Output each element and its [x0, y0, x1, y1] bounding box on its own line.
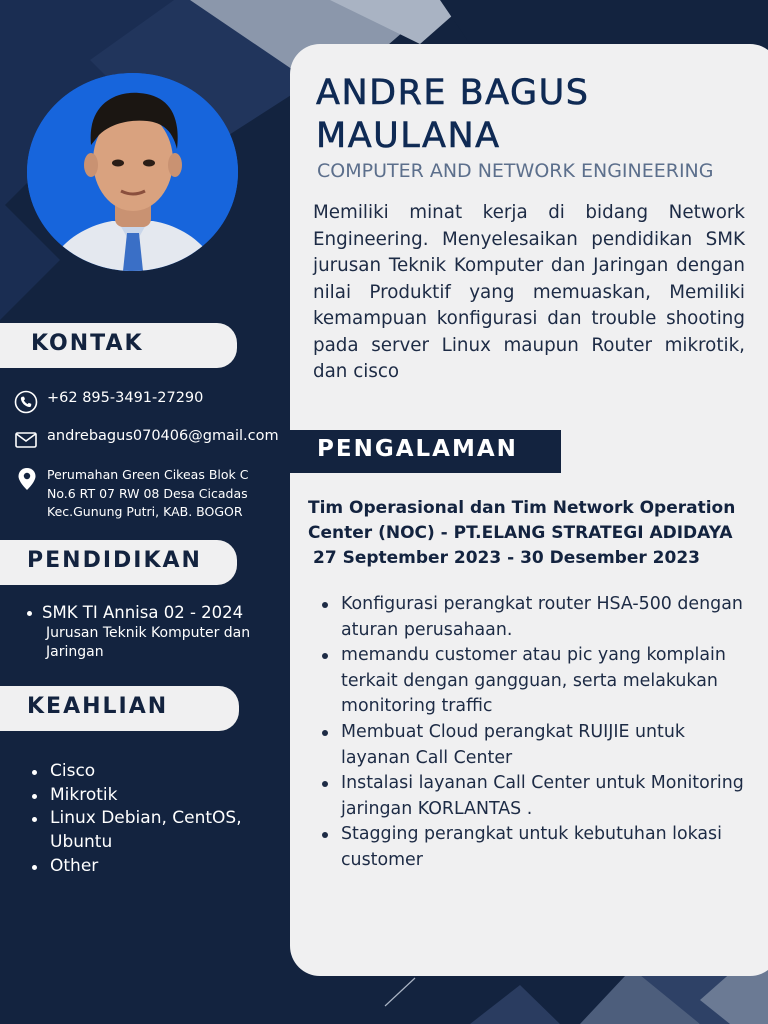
job-role: COMPUTER AND NETWORK ENGINEERING — [317, 160, 714, 182]
skills-heading: KEAHLIAN — [27, 694, 169, 719]
skills-list — [32, 760, 242, 879]
profile-photo — [27, 73, 238, 271]
address-line-2: No.6 RT 07 RW 08 Desa Cicadas — [47, 485, 248, 501]
job-dates: 27 September 2023 - 30 Desember 2023 — [313, 548, 700, 568]
school-name: SMK TI Annisa 02 - 2024 — [42, 603, 244, 622]
skill-item: Other — [32, 855, 242, 879]
skill-item: Linux Debian, CentOS, — [32, 807, 242, 831]
avatar-illustration — [27, 73, 238, 271]
duty-item: Membuat Cloud perangkat RUIJIE untuk layanan Call Center — [322, 720, 752, 771]
name-line-2: MAULANA — [316, 116, 501, 156]
major-line-1: Jurusan Teknik Komputer dan — [46, 625, 251, 641]
duty-item: Instalasi layanan Call Center untuk Monitoring jaringan KORLANTAS . — [322, 771, 752, 822]
job-title — [308, 496, 735, 571]
address — [47, 466, 248, 522]
duty-item: memandu customer atau pic yang komplain terkait dengan gangguan, serta melakukan monitoring traffic — [322, 643, 752, 720]
skills-heading-pill — [0, 686, 239, 731]
contact-heading: KONTAK — [31, 331, 144, 356]
job-title-line-1: Tim Operasional dan Tim Network Operation — [308, 498, 736, 518]
duty-item: Konfigurasi perangkat router HSA-500 dengan aturan perusahaan. — [322, 592, 752, 643]
major — [46, 624, 250, 662]
contact-heading-pill — [0, 323, 237, 368]
location-pin-icon — [17, 467, 37, 491]
education-heading-pill — [0, 540, 237, 585]
phone-icon — [14, 390, 38, 414]
profile-summary: Memiliki minat kerja di bidang Network Engineering. Menyelesaikan pendidikan SMK jurusan Teknik Komputer dan Jaringan dengan nilai Produktif yang memuaskan, Memiliki kemampuan konfigurasi dan trouble shooting pada server Linux maupun Router mikrotik, dan cisco — [313, 202, 745, 382]
skill-item: Cisco — [32, 760, 242, 784]
contact-phone — [14, 390, 203, 414]
duty-item: Stagging perangkat untuk kebutuhan lokasi customer — [322, 822, 752, 873]
job-title-line-2: Center (NOC) - PT.ELANG STRATEGI ADIDAYA — [308, 523, 733, 543]
email-address[interactable]: andrebagus070406@gmail.com — [47, 428, 279, 444]
full-name — [316, 72, 589, 158]
skill-item: Mikrotik — [32, 784, 242, 808]
phone-number[interactable]: +62 895-3491-27290 — [47, 390, 204, 406]
address-line-1: Perumahan Green Cikeas Blok C — [47, 467, 249, 482]
major-line-2: Jaringan — [46, 644, 104, 660]
duties-list — [322, 592, 752, 874]
address-line-3: Kec.Gunung Putri, KAB. BOGOR — [47, 504, 243, 519]
experience-heading: PENGALAMAN — [317, 436, 518, 462]
contact-email — [14, 428, 279, 452]
bullet — [27, 611, 32, 616]
experience-heading-bar — [290, 430, 561, 473]
name-line-1: ANDRE BAGUS — [316, 73, 590, 113]
mail-icon — [14, 428, 38, 452]
skill-item-continued: Ubuntu — [50, 832, 113, 853]
education-heading: PENDIDIKAN — [27, 548, 202, 573]
education-entry — [27, 603, 250, 662]
